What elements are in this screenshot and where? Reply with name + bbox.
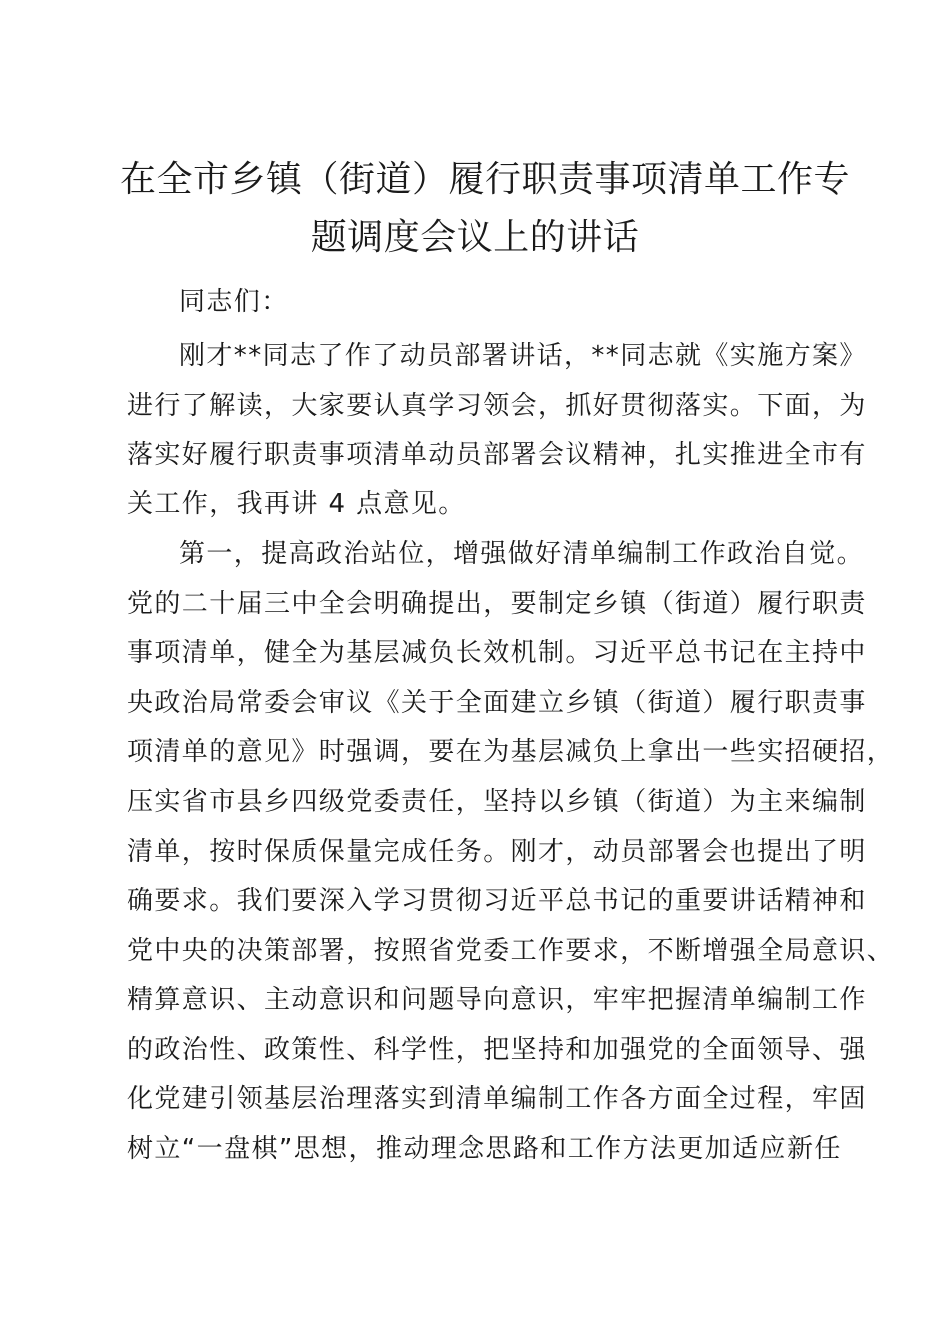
- paragraph-2-line: 项清单的意见》时强调，要在为基层减负上拿出一些实招硬招，: [127, 737, 895, 767]
- paragraph-1-line: 关工作，我再讲 4 点意见。: [127, 489, 466, 519]
- paragraph-2-line: 央政治局常委会审议《关于全面建立乡镇（街道）履行职责事: [127, 688, 867, 718]
- paragraph-2-line: 党中央的决策部署，按照省党委工作要求，不断增强全局意识、: [127, 936, 895, 966]
- paragraph-1-line: 落实好履行职责事项清单动员部署会议精神，扎实推进全市有: [127, 440, 867, 470]
- paragraph-2-line: 事项清单，健全为基层减负长效机制。习近平总书记在主持中: [127, 638, 867, 668]
- paragraph-2-line: 压实省市县乡四级党委责任，坚持以乡镇（街道）为主来编制: [127, 787, 867, 817]
- paragraph-1-line: 刚才**同志了作了动员部署讲话，**同志就《实施方案》: [179, 341, 867, 371]
- paragraph-2-line: 的政治性、政策性、科学性，把坚持和加强党的全面领导、强: [127, 1035, 867, 1065]
- paragraph-2-line: 党的二十届三中全会明确提出，要制定乡镇（街道）履行职责: [127, 589, 867, 619]
- paragraph-2-line: 化党建引领基层治理落实到清单编制工作各方面全过程，牢固: [127, 1084, 867, 1114]
- paragraph-2-heading-line: 第一，提高政治站位，增强做好清单编制工作政治自觉。: [179, 539, 865, 569]
- paragraph-2-line: 精算意识、主动意识和问题导向意识，牢牢把握清单编制工作: [127, 985, 867, 1015]
- paragraph-2-line: 树立“一盘棋”思想，推动理念思路和工作方法更加适应新任: [127, 1134, 842, 1164]
- salutation: 同志们：: [179, 287, 289, 317]
- document-title-line-1: 在全市乡镇（街道）履行职责事项清单工作专: [120, 159, 851, 200]
- document-title-line-2: 题调度会议上的讲话: [310, 217, 640, 258]
- paragraph-2-line: 确要求。我们要深入学习贯彻习近平总书记的重要讲话精神和: [127, 886, 867, 916]
- paragraph-1-line: 进行了解读，大家要认真学习领会，抓好贯彻落实。下面，为: [127, 391, 867, 421]
- paragraph-2-line: 清单，按时保质保量完成任务。刚才，动员部署会也提出了明: [127, 837, 867, 867]
